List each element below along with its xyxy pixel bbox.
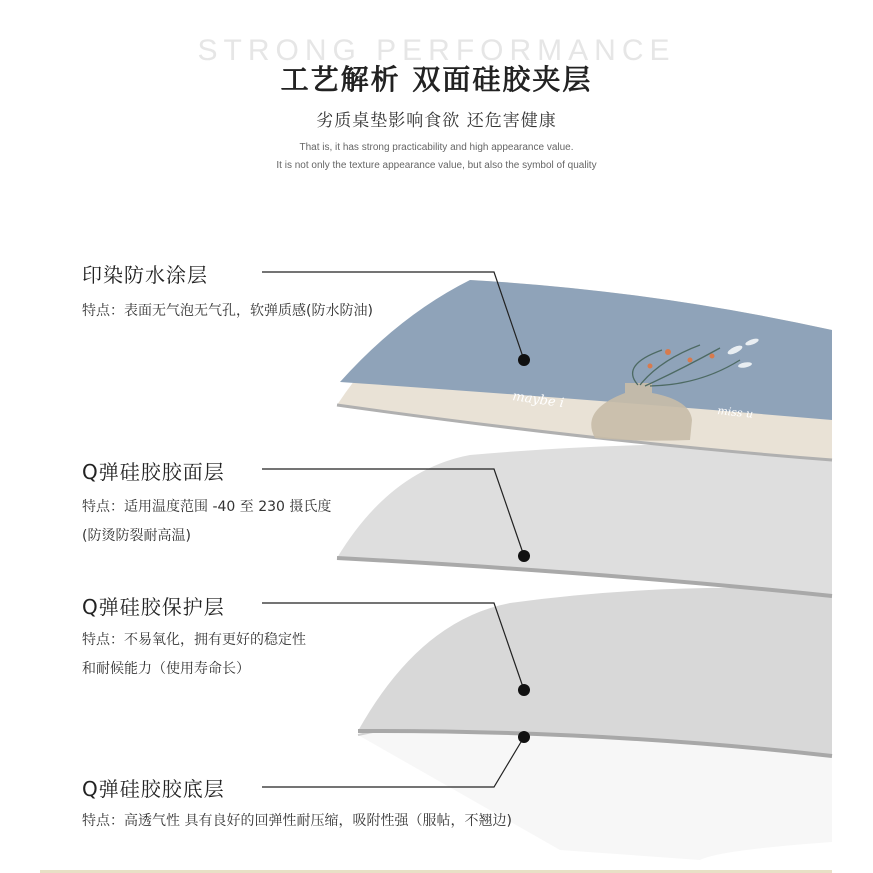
layer-3-desc-2: 和耐候能力（使用寿命长） bbox=[82, 661, 250, 677]
layer-3-label: Q弹硅胶保护层 bbox=[82, 595, 225, 619]
layer-4-label: Q弹硅胶胶底层 bbox=[82, 777, 225, 801]
mat-print-text-right: miss u bbox=[716, 404, 754, 421]
layer-4-desc: 特点：高透气性 具有良好的回弹性耐压缩，吸附性强（服帖，不翘边) bbox=[82, 813, 512, 829]
english-caption-2: It is not only the texture appearance value, but also the symbol of quality bbox=[276, 160, 597, 171]
marker-dot-4 bbox=[518, 731, 530, 743]
mat-print-text-left: maybe i bbox=[511, 389, 565, 412]
layer-2-label: Q弹硅胶胶面层 bbox=[82, 460, 225, 484]
page-title: 工艺解析 双面硅胶夹层 bbox=[280, 63, 593, 96]
english-caption-1: That is, it has strong practicability and high appearance value. bbox=[299, 142, 574, 153]
protection-silicone-layer bbox=[358, 588, 832, 756]
marker-dot-1 bbox=[518, 354, 530, 366]
layer-2-desc-1: 特点：适用温度范围 -40 至 230 摄氏度 bbox=[82, 499, 332, 515]
layer-3-desc-1: 特点：不易氧化，拥有更好的稳定性 bbox=[82, 632, 306, 648]
background-heading: STRONG PERFORMANCE bbox=[197, 34, 676, 67]
layer-1-desc: 特点：表面无气泡无气孔，软弹质感(防水防油) bbox=[82, 303, 373, 319]
marker-dot-2 bbox=[518, 550, 530, 562]
surface-silicone-layer bbox=[337, 444, 832, 596]
layer-2-desc-2: (防烫防裂耐高温) bbox=[82, 528, 191, 544]
marker-dot-3 bbox=[518, 684, 530, 696]
printed-coating-layer bbox=[337, 280, 832, 460]
layer-1-label: 印染防水涂层 bbox=[82, 263, 208, 287]
page-subtitle: 劣质桌垫影响食欲 还危害健康 bbox=[316, 111, 557, 131]
